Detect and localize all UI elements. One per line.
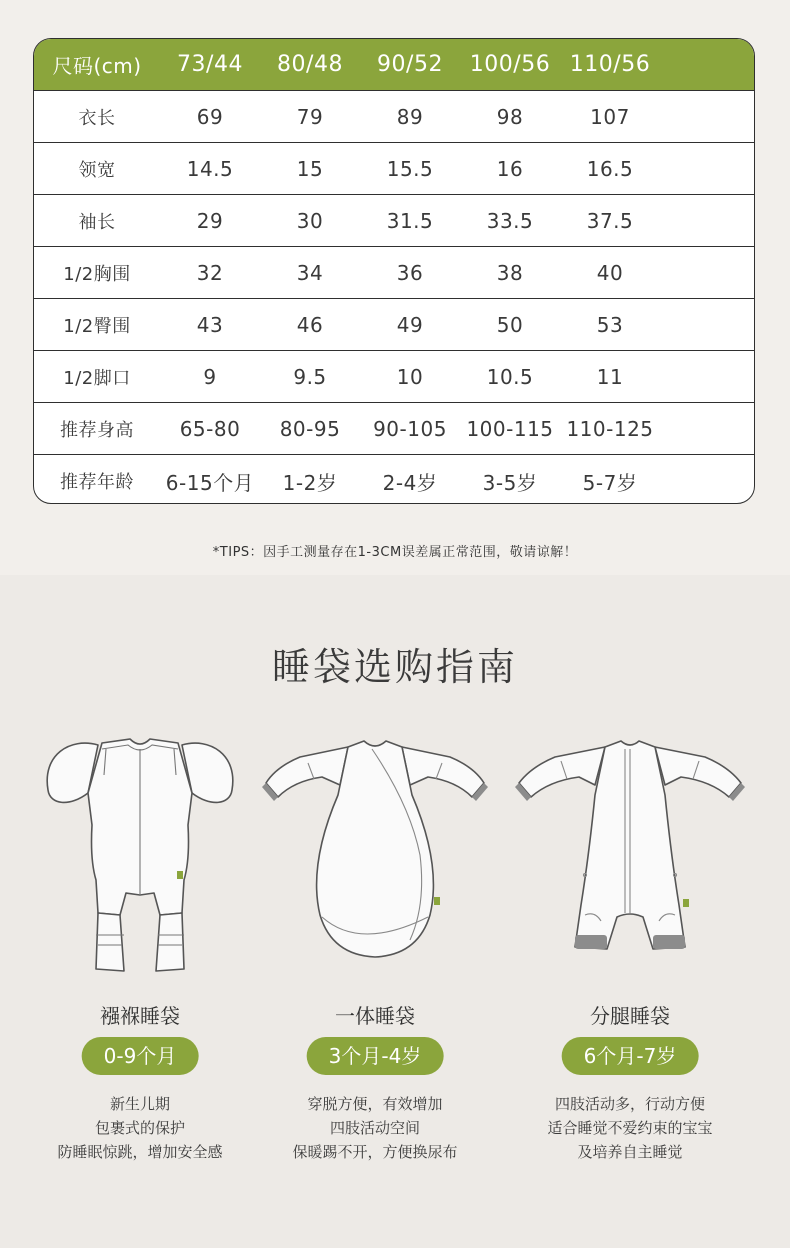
table-cell: 79 bbox=[296, 104, 324, 129]
table-cell: 30 bbox=[296, 208, 324, 233]
header-cell: 尺码(cm) bbox=[52, 54, 142, 78]
table-cell: 40 bbox=[596, 260, 624, 285]
table-cell: 15.5 bbox=[386, 156, 434, 181]
row-label: 推荐身高 bbox=[60, 419, 134, 441]
table-header-row bbox=[34, 39, 754, 91]
row-label: 衣长 bbox=[78, 107, 116, 129]
header-cell: 110/56 bbox=[569, 52, 651, 77]
table-cell: 11 bbox=[596, 364, 624, 389]
table-cell: 110-125 bbox=[566, 416, 654, 441]
table-cell: 53 bbox=[596, 312, 624, 337]
table-cell: 16 bbox=[496, 156, 524, 181]
table-cell: 80-95 bbox=[279, 416, 341, 441]
table-row bbox=[34, 299, 754, 351]
table-cell: 90-105 bbox=[373, 416, 447, 441]
table-cell: 37.5 bbox=[586, 208, 634, 233]
table-cell: 10 bbox=[396, 364, 424, 389]
table-cell: 69 bbox=[196, 104, 224, 129]
row-label: 推荐年龄 bbox=[60, 472, 134, 493]
table-cell: 34 bbox=[296, 260, 324, 285]
row-label: 袖长 bbox=[78, 211, 116, 233]
table-row bbox=[34, 143, 754, 195]
row-label: 1/2臀围 bbox=[63, 315, 131, 337]
table-cell: 65-80 bbox=[179, 416, 241, 441]
table-cell: 33.5 bbox=[486, 208, 534, 233]
table-cell: 107 bbox=[590, 104, 630, 129]
desc-line: 保暖踢不开，方便换尿布 bbox=[292, 1143, 458, 1161]
table-cell: 2-4岁 bbox=[382, 470, 438, 495]
table-row bbox=[34, 195, 754, 247]
table-cell: 38 bbox=[496, 260, 524, 285]
table-cell: 15 bbox=[296, 156, 324, 181]
table-cell: 98 bbox=[496, 104, 524, 129]
table-cell: 43 bbox=[196, 312, 224, 337]
table-cell: 1-2岁 bbox=[282, 470, 338, 495]
product-name: 襁褓睡袋 bbox=[100, 1004, 180, 1028]
table-cell: 100-115 bbox=[466, 416, 554, 441]
table-cell: 10.5 bbox=[486, 364, 534, 389]
table-cell: 89 bbox=[396, 104, 424, 129]
product-description bbox=[255, 1092, 495, 1164]
desc-line: 防睡眠惊跳，增加安全感 bbox=[57, 1143, 223, 1161]
product-name: 分腿睡袋 bbox=[590, 1004, 670, 1028]
age-badge: 6个月-7岁 bbox=[562, 1037, 699, 1075]
table-row bbox=[34, 403, 754, 455]
table-cell: 49 bbox=[396, 312, 424, 337]
row-label: 1/2胸围 bbox=[63, 263, 131, 285]
table-cell: 6-15个月 bbox=[165, 470, 255, 495]
header-cell: 80/48 bbox=[277, 52, 343, 77]
product-card-swaddle bbox=[20, 735, 260, 1161]
table-row bbox=[34, 455, 754, 504]
header-cell: 90/52 bbox=[377, 52, 443, 77]
header-cell: 100/56 bbox=[469, 52, 551, 77]
product-description bbox=[20, 1092, 260, 1164]
tips-note: *TIPS：因手工测量存在1-3CM误差属正常范围，敬请谅解！ bbox=[212, 545, 578, 560]
table-cell: 14.5 bbox=[186, 156, 234, 181]
desc-line: 新生儿期 bbox=[109, 1095, 170, 1113]
table-cell: 5-7岁 bbox=[582, 470, 638, 495]
table-cell: 9.5 bbox=[293, 364, 327, 389]
desc-line: 包裹式的保护 bbox=[94, 1119, 185, 1137]
split-leg-sleeping-bag-illustration-icon bbox=[515, 735, 745, 975]
table-cell: 3-5岁 bbox=[482, 470, 538, 495]
one-piece-sleeping-bag-illustration-icon bbox=[260, 735, 490, 975]
table-cell: 9 bbox=[203, 364, 217, 389]
product-description bbox=[510, 1092, 750, 1164]
size-table bbox=[33, 38, 755, 504]
row-label: 领宽 bbox=[78, 159, 116, 181]
table-cell: 46 bbox=[296, 312, 324, 337]
product-name: 一体睡袋 bbox=[335, 1004, 415, 1028]
table-row bbox=[34, 91, 754, 143]
table-cell: 16.5 bbox=[586, 156, 634, 181]
guide-title: 睡袋选购指南 bbox=[271, 645, 518, 689]
header-cell: 73/44 bbox=[177, 52, 243, 77]
row-label: 1/2脚口 bbox=[63, 367, 131, 389]
desc-line: 及培养自主睡觉 bbox=[577, 1143, 683, 1161]
desc-line: 穿脱方便，有效增加 bbox=[307, 1095, 443, 1113]
table-row bbox=[34, 351, 754, 403]
desc-line: 四肢活动空间 bbox=[329, 1119, 420, 1137]
product-card-one-piece bbox=[255, 735, 495, 1161]
desc-line: 适合睡觉不爱约束的宝宝 bbox=[547, 1119, 713, 1137]
swaddle-sleepsuit-illustration-icon bbox=[40, 735, 240, 975]
table-cell: 31.5 bbox=[386, 208, 434, 233]
table-cell: 29 bbox=[196, 208, 224, 233]
table-cell: 50 bbox=[496, 312, 524, 337]
product-card-split-leg bbox=[510, 735, 750, 1161]
age-badge: 0-9个月 bbox=[82, 1037, 199, 1075]
table-cell: 32 bbox=[196, 260, 224, 285]
desc-line: 四肢活动多，行动方便 bbox=[554, 1095, 705, 1113]
table-row bbox=[34, 247, 754, 299]
age-badge: 3个月-4岁 bbox=[307, 1037, 444, 1075]
table-cell: 36 bbox=[396, 260, 424, 285]
